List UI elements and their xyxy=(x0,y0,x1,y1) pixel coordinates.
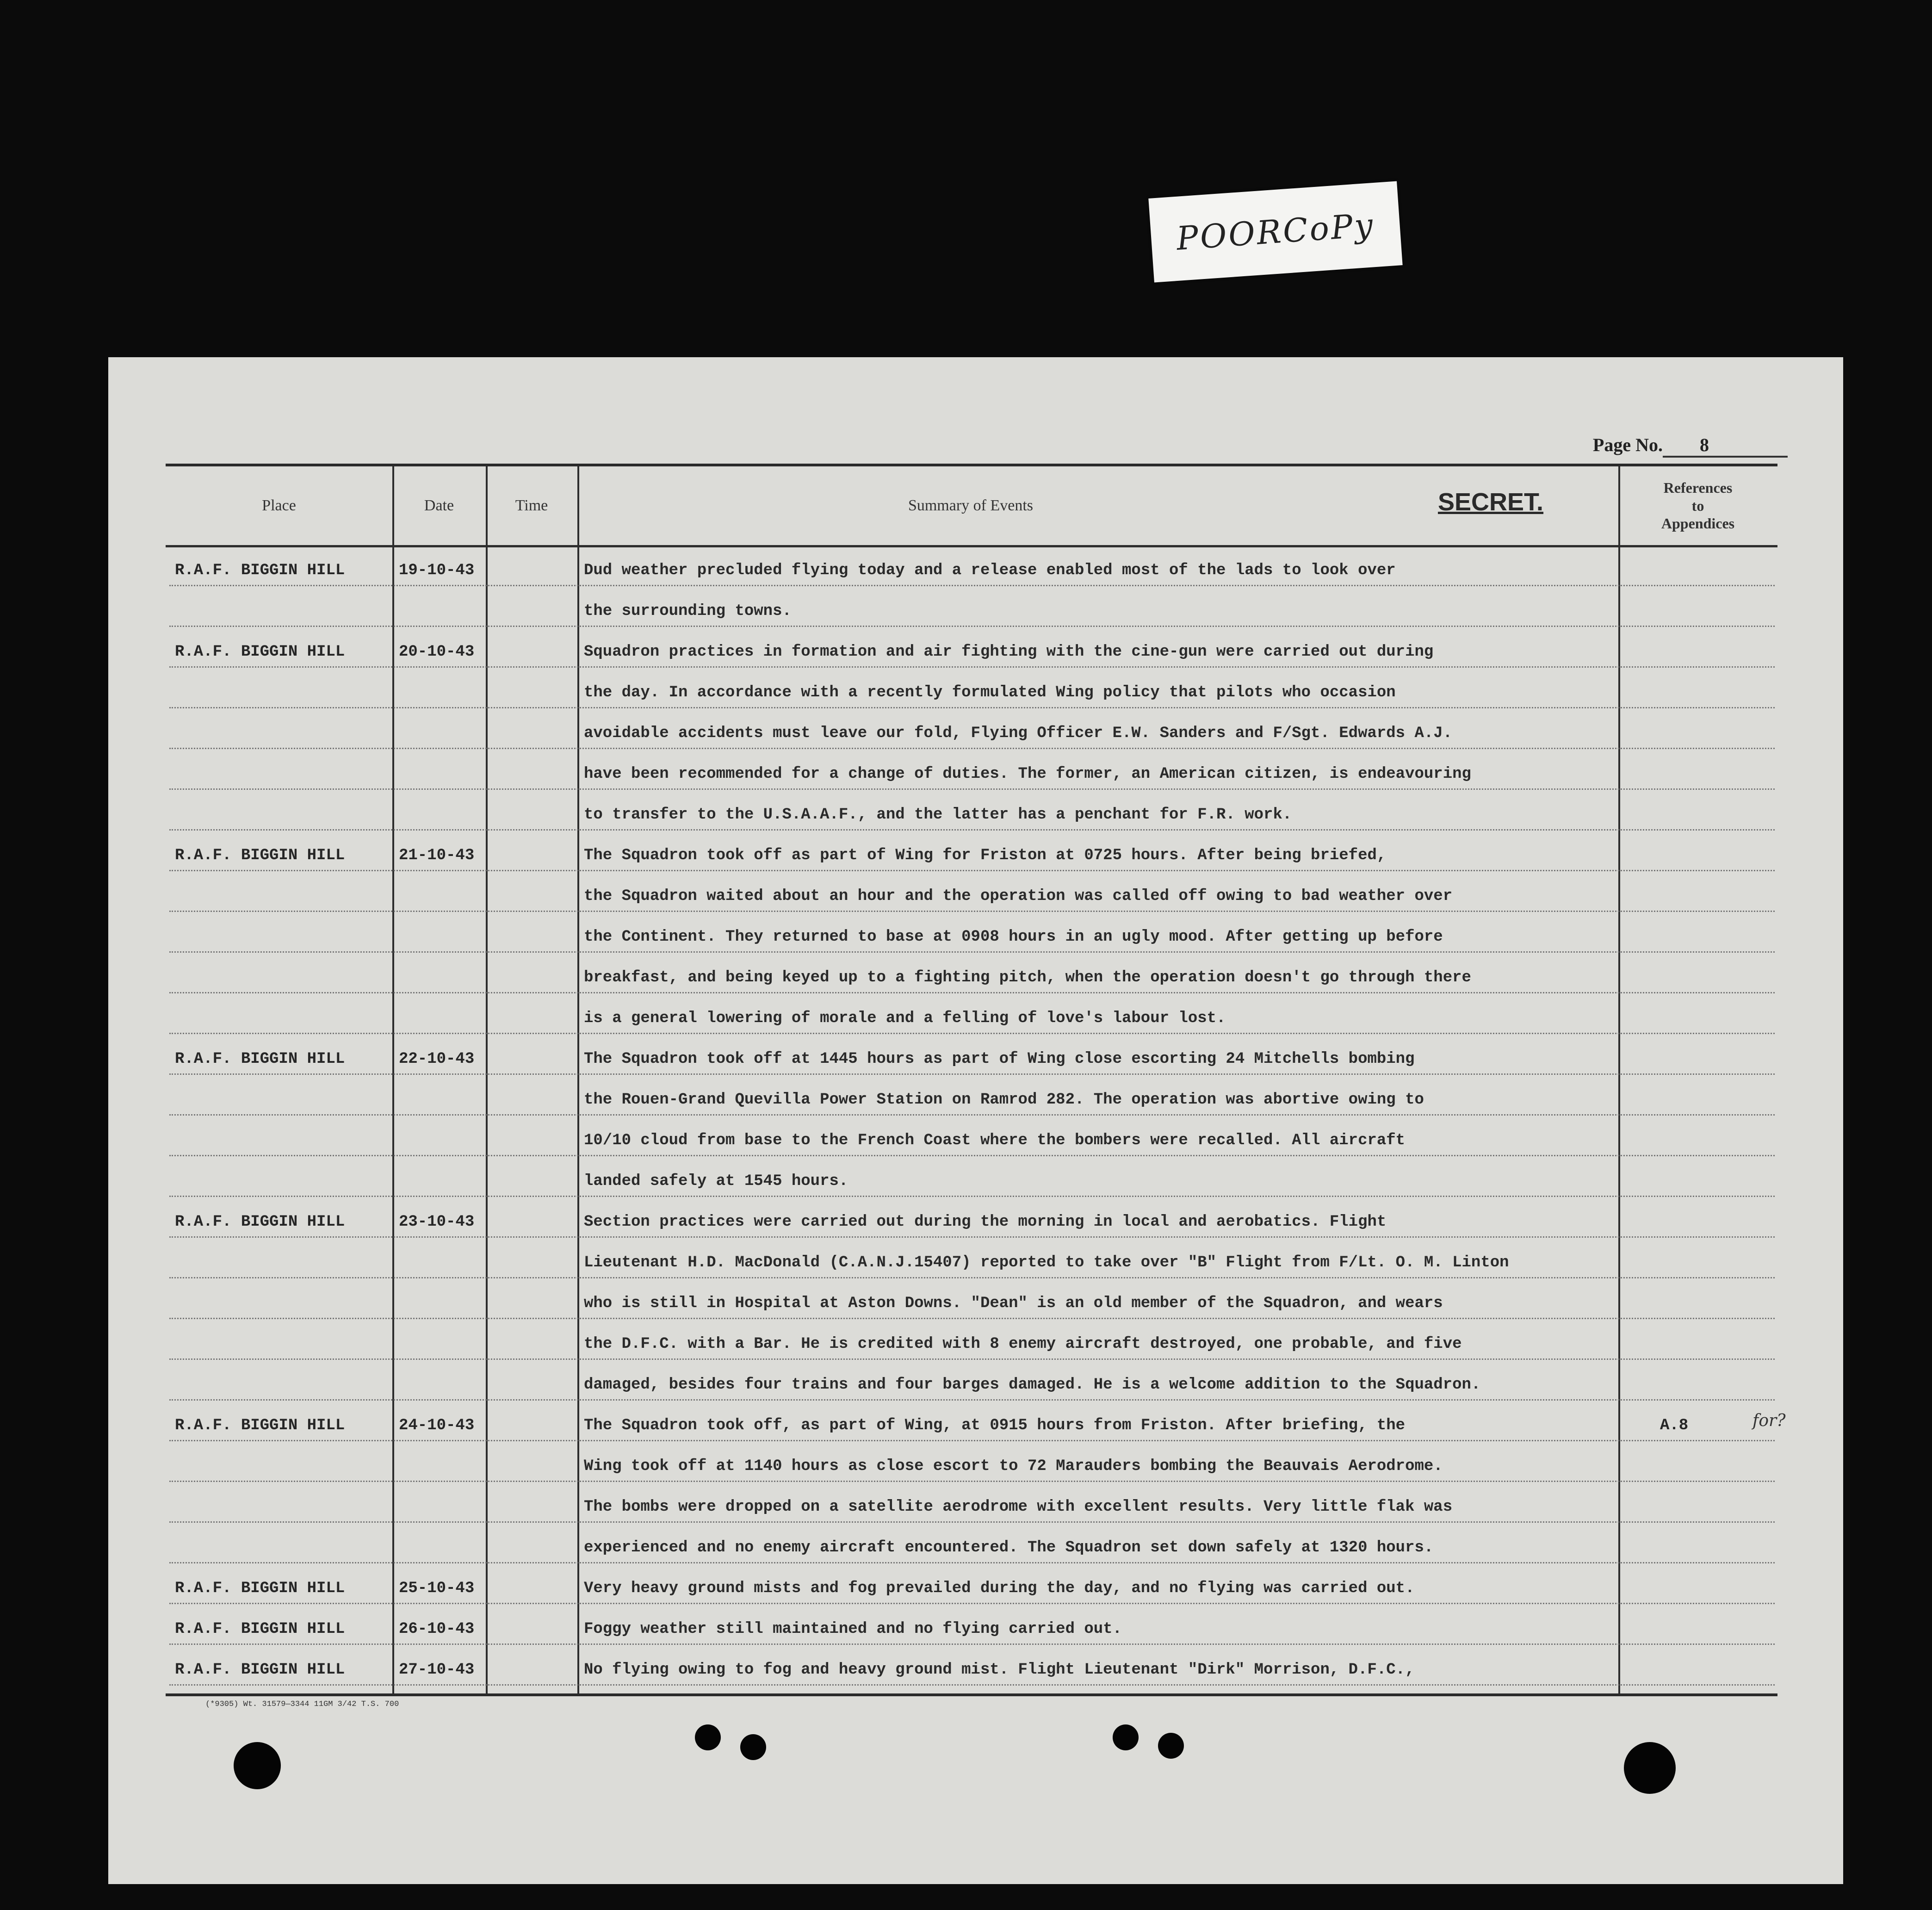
summary-line: Dud weather precluded flying today and a release enabled most of the lads to look over xyxy=(584,562,1396,579)
summary-line: Very heavy ground mists and fog prevailed during the day, and no flying was carried out. xyxy=(584,1580,1415,1597)
summary-line: have been recommended for a change of duties. The former, an American citizen, is endeavouring xyxy=(584,765,1471,783)
record-table xyxy=(166,464,1786,1696)
operations-record-sheet xyxy=(108,357,1843,1884)
summary-line: Wing took off at 1140 hours as close escort to 72 Marauders bombing the Beauvais Aerodrome. xyxy=(584,1457,1443,1475)
ruled-line xyxy=(169,951,1775,953)
column-divider xyxy=(577,466,579,1693)
summary-line: to transfer to the U.S.A.A.F., and the latter has a penchant for F.R. work. xyxy=(584,806,1292,824)
binder-hole xyxy=(1113,1724,1139,1750)
ruled-line xyxy=(169,788,1775,790)
entry-date: 21-10-43 xyxy=(399,847,475,864)
binder-hole xyxy=(1624,1742,1676,1794)
summary-line: Section practices were carried out during the morning in local and aerobatics. Flight xyxy=(584,1213,1387,1231)
header-rule xyxy=(166,545,1777,547)
column-divider xyxy=(1618,466,1620,1693)
ruled-line xyxy=(169,1033,1775,1034)
printer-mark: (*9305) Wt. 31579—3344 11GM 3/42 T.S. 700 xyxy=(205,1700,399,1709)
ruled-line xyxy=(169,911,1775,912)
summary-line: the Squadron waited about an hour and the operation was called off owing to bad weather over xyxy=(584,887,1453,905)
summary-line: Squadron practices in formation and air fighting with the cine-gun were carried out during xyxy=(584,643,1434,661)
ruled-line xyxy=(169,1236,1775,1238)
entry-date: 26-10-43 xyxy=(399,1620,475,1638)
entry-place: R.A.F. BIGGIN HILL xyxy=(175,1213,345,1231)
entry-place: R.A.F. BIGGIN HILL xyxy=(175,1620,345,1638)
entry-place: R.A.F. BIGGIN HILL xyxy=(175,1661,345,1679)
header-place: Place xyxy=(262,496,296,514)
header-time: Time xyxy=(515,496,548,514)
entry-place: R.A.F. BIGGIN HILL xyxy=(175,562,345,579)
header-references: References to Appendices xyxy=(1661,479,1735,532)
summary-line: 10/10 cloud from base to the French Coast where the bombers were recalled. All aircraft xyxy=(584,1132,1406,1149)
summary-line: the day. In accordance with a recently formulated Wing policy that pilots who occasion xyxy=(584,684,1396,701)
binder-hole xyxy=(695,1724,721,1750)
summary-line: damaged, besides four trains and four barges damaged. He is a welcome addition to the Squadron. xyxy=(584,1376,1481,1394)
ruled-line xyxy=(169,829,1775,831)
summary-line: breakfast, and being keyed up to a fighting pitch, when the operation doesn't go through there xyxy=(584,969,1471,986)
entry-date: 25-10-43 xyxy=(399,1580,475,1597)
column-divider xyxy=(486,466,488,1693)
summary-line: the D.F.C. with a Bar. He is credited with 8 enemy aircraft destroyed, one probable, and five xyxy=(584,1335,1462,1353)
ruled-line xyxy=(169,992,1775,993)
entry-place: R.A.F. BIGGIN HILL xyxy=(175,1417,345,1434)
summary-line: avoidable accidents must leave our fold, Flying Officer E.W. Sanders and F/Sgt. Edwards A.J. xyxy=(584,725,1453,742)
ruled-line xyxy=(169,707,1775,708)
ruled-line xyxy=(169,1358,1775,1360)
poor-copy-text: POORCoPy xyxy=(1175,206,1376,258)
summary-line: the surrounding towns. xyxy=(584,602,792,620)
entry-place: R.A.F. BIGGIN HILL xyxy=(175,1580,345,1597)
handwritten-margin-note: for? xyxy=(1752,1411,1786,1430)
page-number-label: Page No. xyxy=(1592,434,1663,455)
entry-date: 24-10-43 xyxy=(399,1417,475,1434)
binder-hole xyxy=(1158,1733,1184,1759)
summary-line: The Squadron took off as part of Wing for Friston at 0725 hours. After being briefed, xyxy=(584,847,1387,864)
summary-line: the Continent. They returned to base at 0908 hours in an ugly mood. After getting up before xyxy=(584,928,1443,946)
ruled-line xyxy=(169,748,1775,749)
column-divider xyxy=(392,466,394,1693)
entry-date: 19-10-43 xyxy=(399,562,475,579)
appendix-reference: A.8 xyxy=(1660,1417,1689,1434)
binder-hole xyxy=(740,1734,766,1760)
ruled-line xyxy=(169,1318,1775,1319)
page-number xyxy=(1593,434,1788,458)
ruled-line xyxy=(169,1399,1775,1401)
summary-line: who is still in Hospital at Aston Downs. "Dean" is an old member of the Squadron, and wears xyxy=(584,1295,1443,1312)
page-number-value: 8 xyxy=(1663,434,1788,458)
ruled-line xyxy=(169,870,1775,871)
ruled-line xyxy=(169,1521,1775,1523)
summary-line: The Squadron took off, as part of Wing, at 0915 hours from Friston. After briefing, the xyxy=(584,1417,1406,1434)
ruled-line xyxy=(169,626,1775,627)
entry-place: R.A.F. BIGGIN HILL xyxy=(175,643,345,661)
ruled-line xyxy=(169,1114,1775,1116)
entry-date: 22-10-43 xyxy=(399,1050,475,1068)
ruled-line xyxy=(169,1603,1775,1604)
ruled-line xyxy=(169,1643,1775,1645)
summary-line: is a general lowering of morale and a felling of love's labour lost. xyxy=(584,1010,1226,1027)
entry-place: R.A.F. BIGGIN HILL xyxy=(175,847,345,864)
header-date: Date xyxy=(424,496,454,514)
ruled-line xyxy=(169,1481,1775,1482)
secret-classification: SECRET. xyxy=(1438,488,1544,516)
binder-hole xyxy=(234,1742,281,1789)
summary-line: The Squadron took off at 1445 hours as part of Wing close escorting 24 Mitchells bombing xyxy=(584,1050,1415,1068)
header-summary: Summary of Events xyxy=(908,496,1034,514)
ruled-line xyxy=(169,1562,1775,1563)
entry-date: 20-10-43 xyxy=(399,643,475,661)
ruled-line xyxy=(169,1073,1775,1075)
entry-place: R.A.F. BIGGIN HILL xyxy=(175,1050,345,1068)
entry-date: 27-10-43 xyxy=(399,1661,475,1679)
summary-line: The bombs were dropped on a satellite aerodrome with excellent results. Very little flak was xyxy=(584,1498,1453,1516)
summary-line: Lieutenant H.D. MacDonald (C.A.N.J.15407) reported to take over "B" Flight from F/Lt. O. M. Linton xyxy=(584,1254,1509,1271)
ruled-line xyxy=(169,1196,1775,1197)
summary-line: the Rouen-Grand Quevilla Power Station on Ramrod 282. The operation was abortive owing to xyxy=(584,1091,1424,1109)
summary-line: Foggy weather still maintained and no flying carried out. xyxy=(584,1620,1122,1638)
ruled-line xyxy=(169,585,1775,586)
summary-line: landed safely at 1545 hours. xyxy=(584,1172,848,1190)
ruled-line xyxy=(169,1440,1775,1441)
ruled-line xyxy=(169,666,1775,668)
ruled-line xyxy=(169,1277,1775,1278)
summary-line: experienced and no enemy aircraft encountered. The Squadron set down safely at 1320 hours. xyxy=(584,1539,1434,1557)
entry-date: 23-10-43 xyxy=(399,1213,475,1231)
summary-line: No flying owing to fog and heavy ground mist. Flight Lieutenant "Dirk" Morrison, D.F.C., xyxy=(584,1661,1415,1679)
ruled-line xyxy=(169,1155,1775,1156)
poor-copy-label xyxy=(1148,181,1402,282)
ruled-line xyxy=(169,1684,1775,1686)
